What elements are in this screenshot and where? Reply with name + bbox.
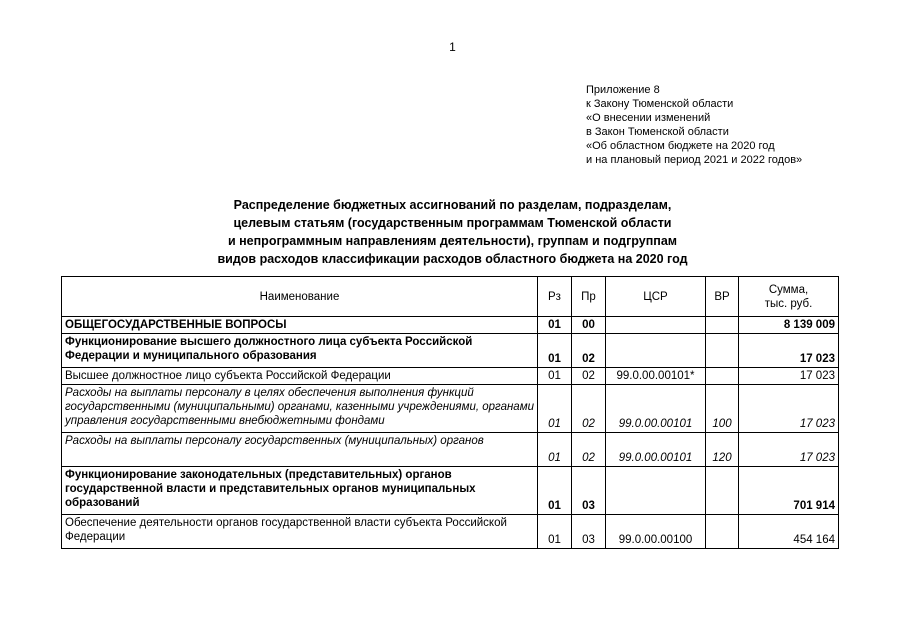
row-pr: 02 (572, 368, 606, 385)
row-name: ОБЩЕГОСУДАРСТВЕННЫЕ ВОПРОСЫ (62, 317, 538, 334)
row-sum: 17 023 (739, 368, 839, 385)
header-csr: ЦСР (606, 277, 706, 317)
row-rz: 01 (538, 515, 572, 549)
row-rz: 01 (538, 467, 572, 515)
row-name: Обеспечение деятельности органов государственной власти субъекта Российской Федерации (62, 515, 538, 549)
header-name: Наименование (62, 277, 538, 317)
row-rz: 01 (538, 433, 572, 467)
row-rz: 01 (538, 317, 572, 334)
row-pr: 02 (572, 385, 606, 433)
row-csr: 99.0.00.00101 (606, 433, 706, 467)
header-pr: Пр (572, 277, 606, 317)
row-pr: 00 (572, 317, 606, 334)
table-row (62, 515, 839, 549)
row-csr (606, 317, 706, 334)
row-rz: 01 (538, 334, 572, 368)
table-row (62, 467, 839, 515)
table-row (62, 385, 839, 433)
row-csr (606, 467, 706, 515)
appendix-block (586, 83, 802, 167)
row-sum: 17 023 (739, 385, 839, 433)
row-rz: 01 (538, 385, 572, 433)
table-row (62, 368, 839, 385)
row-pr: 03 (572, 467, 606, 515)
appendix-line: «О внесении изменений (586, 112, 711, 124)
row-name: Высшее должностное лицо субъекта Российской Федерации (62, 368, 538, 385)
row-pr: 02 (572, 334, 606, 368)
appendix-line: к Закону Тюменской области (586, 98, 734, 110)
row-csr (606, 334, 706, 368)
title-line: видов расходов классификации расходов областного бюджета на 2020 год (217, 252, 688, 266)
row-vr (706, 334, 739, 368)
table-header-row (62, 277, 839, 317)
title-line: целевым статьям (государственным программам Тюменской области (233, 216, 672, 230)
title-line: и непрограммным направлениям деятельности), группам и подгруппам (227, 234, 678, 248)
row-sum: 701 914 (739, 467, 839, 515)
page-number: 1 (449, 40, 456, 54)
header-sum-line2: тыс. руб. (764, 297, 813, 310)
row-sum: 17 023 (739, 334, 839, 368)
row-vr (706, 317, 739, 334)
row-sum: 17 023 (739, 433, 839, 467)
row-name: Расходы на выплаты персоналу государственных (муниципальных) органов (62, 433, 538, 467)
row-csr: 99.0.00.00101 (606, 385, 706, 433)
row-vr (706, 368, 739, 385)
row-csr: 99.0.00.00100 (606, 515, 706, 549)
header-vr: ВР (706, 277, 739, 317)
row-vr (706, 467, 739, 515)
title-line: Распределение бюджетных ассигнований по разделам, подразделам, (233, 198, 672, 212)
row-name: Функционирование высшего должностного лица субъекта Российской Федерации и муниципального образования (62, 334, 538, 368)
table-row (62, 334, 839, 368)
appendix-line: «Об областном бюджете на 2020 год (586, 140, 775, 152)
appendix-line: и на плановый период 2021 и 2022 годов» (586, 154, 803, 166)
row-pr: 03 (572, 515, 606, 549)
budget-table (61, 276, 839, 549)
row-rz: 01 (538, 368, 572, 385)
header-rz: Рз (538, 277, 572, 317)
row-sum: 454 164 (739, 515, 839, 549)
row-vr: 120 (706, 433, 739, 467)
appendix-line: Приложение 8 (586, 84, 660, 96)
header-sum-line1: Сумма, (768, 283, 809, 296)
header-sum (739, 277, 839, 317)
row-name: Расходы на выплаты персоналу в целях обеспечения выполнения функций государственными (муниципальными) органами, казенными учреждениями, органами управления государственными внебюджетными фондами (62, 385, 538, 433)
row-pr: 02 (572, 433, 606, 467)
row-name: Функционирование законодательных (представительных) органов государственной власти и представительных органов муниципальных образований (62, 467, 538, 515)
row-sum: 8 139 009 (739, 317, 839, 334)
document-title (0, 196, 905, 268)
row-vr: 100 (706, 385, 739, 433)
appendix-line: в Закон Тюменской области (586, 126, 729, 138)
table-row (62, 317, 839, 334)
table-row (62, 433, 839, 467)
row-csr: 99.0.00.00101* (606, 368, 706, 385)
row-vr (706, 515, 739, 549)
